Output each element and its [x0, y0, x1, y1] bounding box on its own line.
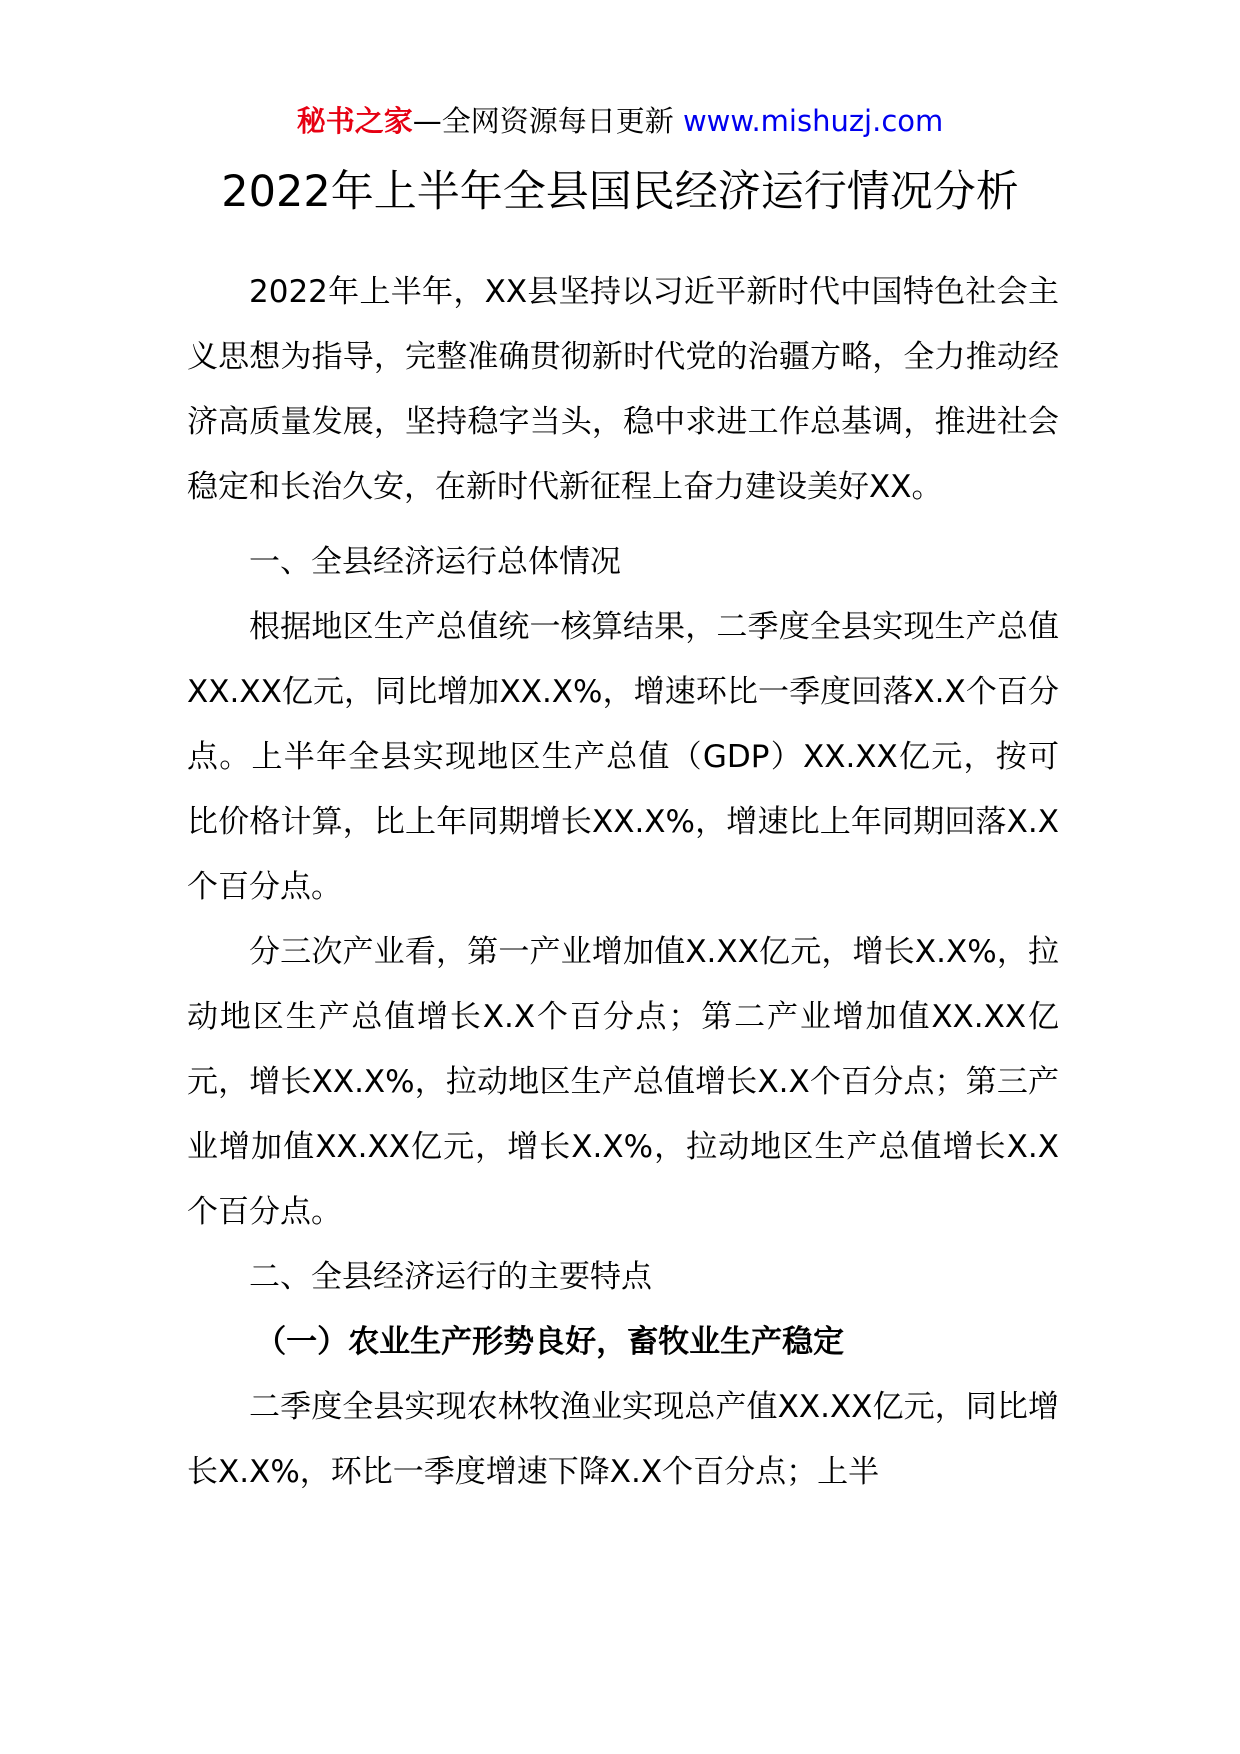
- section1-paragraph-2: 分三次产业看，第一产业增加值X.XX亿元，增长X.X%，拉动地区生产总值增长X.X个百分点；第二产业增加值XX.XX亿元，增长XX.X%，拉动地区生产总值增长X.X个百分点；第三产业增加值XX.XX亿元，增长X.X%，拉动地区生产总值增长X.X个百分点。: [187, 934, 1059, 1230]
- watermark-header: [0, 100, 1240, 142]
- site-url-link[interactable]: www.mishuzj.com: [682, 104, 944, 138]
- section-heading-1: 一、全县经济运行总体情况: [249, 544, 621, 580]
- subsection-heading-1: （一）农业生产形势良好，畜牧业生产稳定: [255, 1324, 845, 1360]
- subsection1-paragraph-1: 二季度全县实现农林牧渔业实现总产值XX.XX亿元，同比增长X.X%，环比一季度增速下降X.X个百分点；上半: [187, 1389, 1059, 1490]
- section-heading-2: 二、全县经济运行的主要特点: [249, 1259, 652, 1295]
- section1-paragraph-1: 根据地区生产总值统一核算结果，二季度全县实现生产总值XX.XX亿元，同比增加XX.X%，增速环比一季度回落X.X个百分点。上半年全县实现地区生产总值（GDP）XX.XX亿元，按可比价格计算，比上年同期增长XX.X%，增速比上年同期回落X.X个百分点。: [187, 609, 1059, 905]
- site-tagline: —全网资源每日更新: [412, 104, 683, 138]
- intro-paragraph: 2022年上半年，XX县坚持以习近平新时代中国特色社会主义思想为指导，完整准确贯彻新时代党的治疆方略，全力推动经济高质量发展，坚持稳字当头，稳中求进工作总基调，推进社会稳定和长治久安，在新时代新征程上奋力建设美好XX。: [187, 274, 1059, 505]
- site-brand: 秘书之家: [296, 104, 413, 138]
- document-title: 2022年上半年全县国民经济运行情况分析: [221, 167, 1019, 217]
- document-body: [187, 260, 1059, 1505]
